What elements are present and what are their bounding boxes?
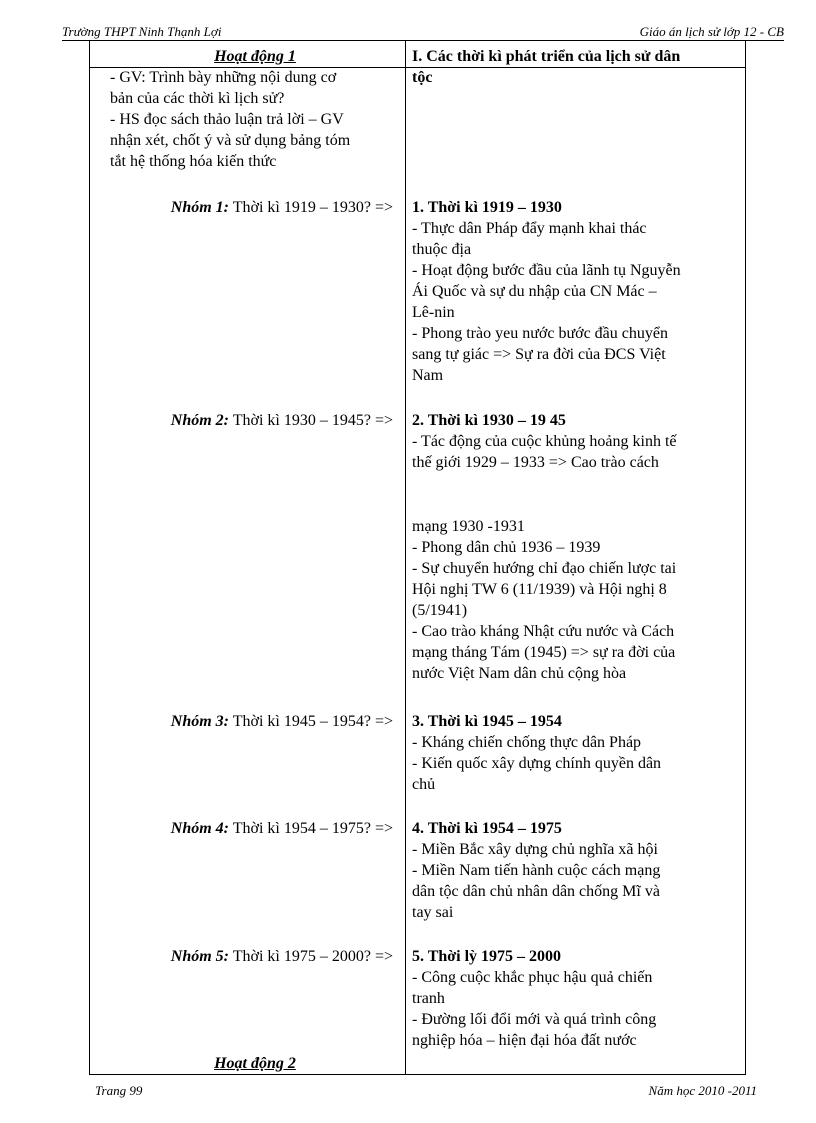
period-line: - Hoạt động bước đầu của lãnh tụ Nguyễn xyxy=(412,262,681,279)
section-title-line: I. Các thời kì phát triển của lịch sử dân xyxy=(412,48,681,65)
period-line: Ái Quốc và sự du nhập của CN Mác – xyxy=(412,283,657,300)
section-title xyxy=(412,46,737,88)
period-title: 4. Thời kì 1954 – 1975 xyxy=(412,820,562,837)
period-line: (5/1941) xyxy=(412,602,468,619)
activity-1-line: bản của các thời kì lịch sử? xyxy=(110,90,285,107)
group-1-question xyxy=(110,197,393,218)
activity-2-title: Hoạt động 2 xyxy=(214,1055,296,1072)
activity-1-text xyxy=(110,67,400,172)
group-5-question xyxy=(110,946,393,967)
column-divider xyxy=(405,40,406,1075)
group-2-question xyxy=(110,410,393,431)
period-line: - Miền Bắc xây dựng chủ nghĩa xã hội xyxy=(412,841,658,858)
period-line: - Cao trào kháng Nhật cứu nước và Cách xyxy=(412,623,675,640)
period-line: nước Việt Nam dân chủ cộng hòa xyxy=(412,665,627,682)
period-line: thuộc địa xyxy=(412,241,472,258)
group-question: Thời kì 1954 – 1975? => xyxy=(229,820,393,837)
group-3-question xyxy=(110,711,393,732)
group-question: Thời kì 1919 – 1930? => xyxy=(229,199,393,216)
period-4 xyxy=(412,818,737,923)
period-2-continued xyxy=(412,516,737,684)
period-title: 2. Thời kì 1930 – 19 45 xyxy=(412,412,566,429)
period-line: - Đường lối đổi mới và quá trình công xyxy=(412,1011,657,1028)
period-title: 3. Thời kì 1945 – 1954 xyxy=(412,713,562,730)
activity-1-line: nhận xét, chốt ý và sử dụng bảng tóm xyxy=(110,132,351,149)
page-footer xyxy=(95,1083,757,1099)
period-line: - Phong dân chủ 1936 – 1939 xyxy=(412,539,601,556)
group-label: Nhóm 4: xyxy=(170,820,230,837)
group-question: Thời kì 1930 – 1945? => xyxy=(229,412,393,429)
page-number: Trang 99 xyxy=(95,1083,143,1098)
period-line: - Tác động của cuộc khủng hoảng kinh tế xyxy=(412,433,677,450)
period-5 xyxy=(412,946,737,1051)
group-question: Thời kì 1975 – 2000? => xyxy=(229,948,393,965)
period-line: mạng 1930 -1931 xyxy=(412,518,525,535)
section-title-line: tộc xyxy=(412,69,433,86)
period-line: tay sai xyxy=(412,904,454,921)
group-label: Nhóm 3: xyxy=(170,713,230,730)
period-2 xyxy=(412,410,737,473)
period-line: tranh xyxy=(412,990,445,1007)
activity-1-line: - GV: Trình bày những nội dung cơ xyxy=(110,69,337,86)
period-line: dân tộc dân chủ nhân dân chống Mĩ và xyxy=(412,883,660,900)
group-label: Nhóm 1: xyxy=(170,199,230,216)
activity-1-title: Hoạt động 1 xyxy=(214,48,296,65)
period-title: 1. Thời kì 1919 – 1930 xyxy=(412,199,562,216)
period-3 xyxy=(412,711,737,795)
page-header xyxy=(62,24,784,41)
period-line: - Công cuộc khắc phục hậu quả chiến xyxy=(412,969,653,986)
period-line: - Kháng chiến chống thực dân Pháp xyxy=(412,734,642,751)
period-title: 5. Thời lỳ 1975 – 2000 xyxy=(412,948,562,965)
period-line: Lê-nin xyxy=(412,304,455,321)
period-line: - Sự chuyển hướng chỉ đạo chiến lược tai xyxy=(412,560,677,577)
group-label: Nhóm 5: xyxy=(170,948,230,965)
period-line: - Thực dân Pháp đẩy mạnh khai thác xyxy=(412,220,647,237)
period-line: Nam xyxy=(412,367,444,384)
period-line: sang tự giác => Sự ra đời của ĐCS Việt xyxy=(412,346,666,363)
group-4-question xyxy=(110,818,393,839)
period-line: mạng tháng Tám (1945) => sự ra đời của xyxy=(412,644,676,661)
group-question: Thời kì 1945 – 1954? => xyxy=(229,713,393,730)
period-line: nghiệp hóa – hiện đại hóa đất nước xyxy=(412,1032,637,1049)
group-label: Nhóm 2: xyxy=(170,412,230,429)
period-line: - Kiến quốc xây dựng chính quyền dân xyxy=(412,755,662,772)
period-1 xyxy=(412,197,737,386)
document-title: Giáo án lịch sử lớp 12 - CB xyxy=(639,24,784,39)
period-line: - Phong trào yeu nước bước đầu chuyển xyxy=(412,325,668,342)
period-line: Hội nghị TW 6 (11/1939) và Hội nghị 8 xyxy=(412,581,667,598)
school-name: Trường THPT Ninh Thạnh Lợi xyxy=(62,24,222,39)
period-line: - Miền Nam tiến hành cuộc cách mạng xyxy=(412,862,661,879)
activity-1-line: tắt hệ thống hóa kiến thức xyxy=(110,153,277,170)
period-line: thế giới 1929 – 1933 => Cao trào cách xyxy=(412,454,659,471)
activity-1-line: - HS đọc sách thảo luận trả lời – GV xyxy=(110,111,344,128)
period-line: chủ xyxy=(412,776,436,793)
school-year: Năm học 2010 -2011 xyxy=(648,1083,757,1098)
